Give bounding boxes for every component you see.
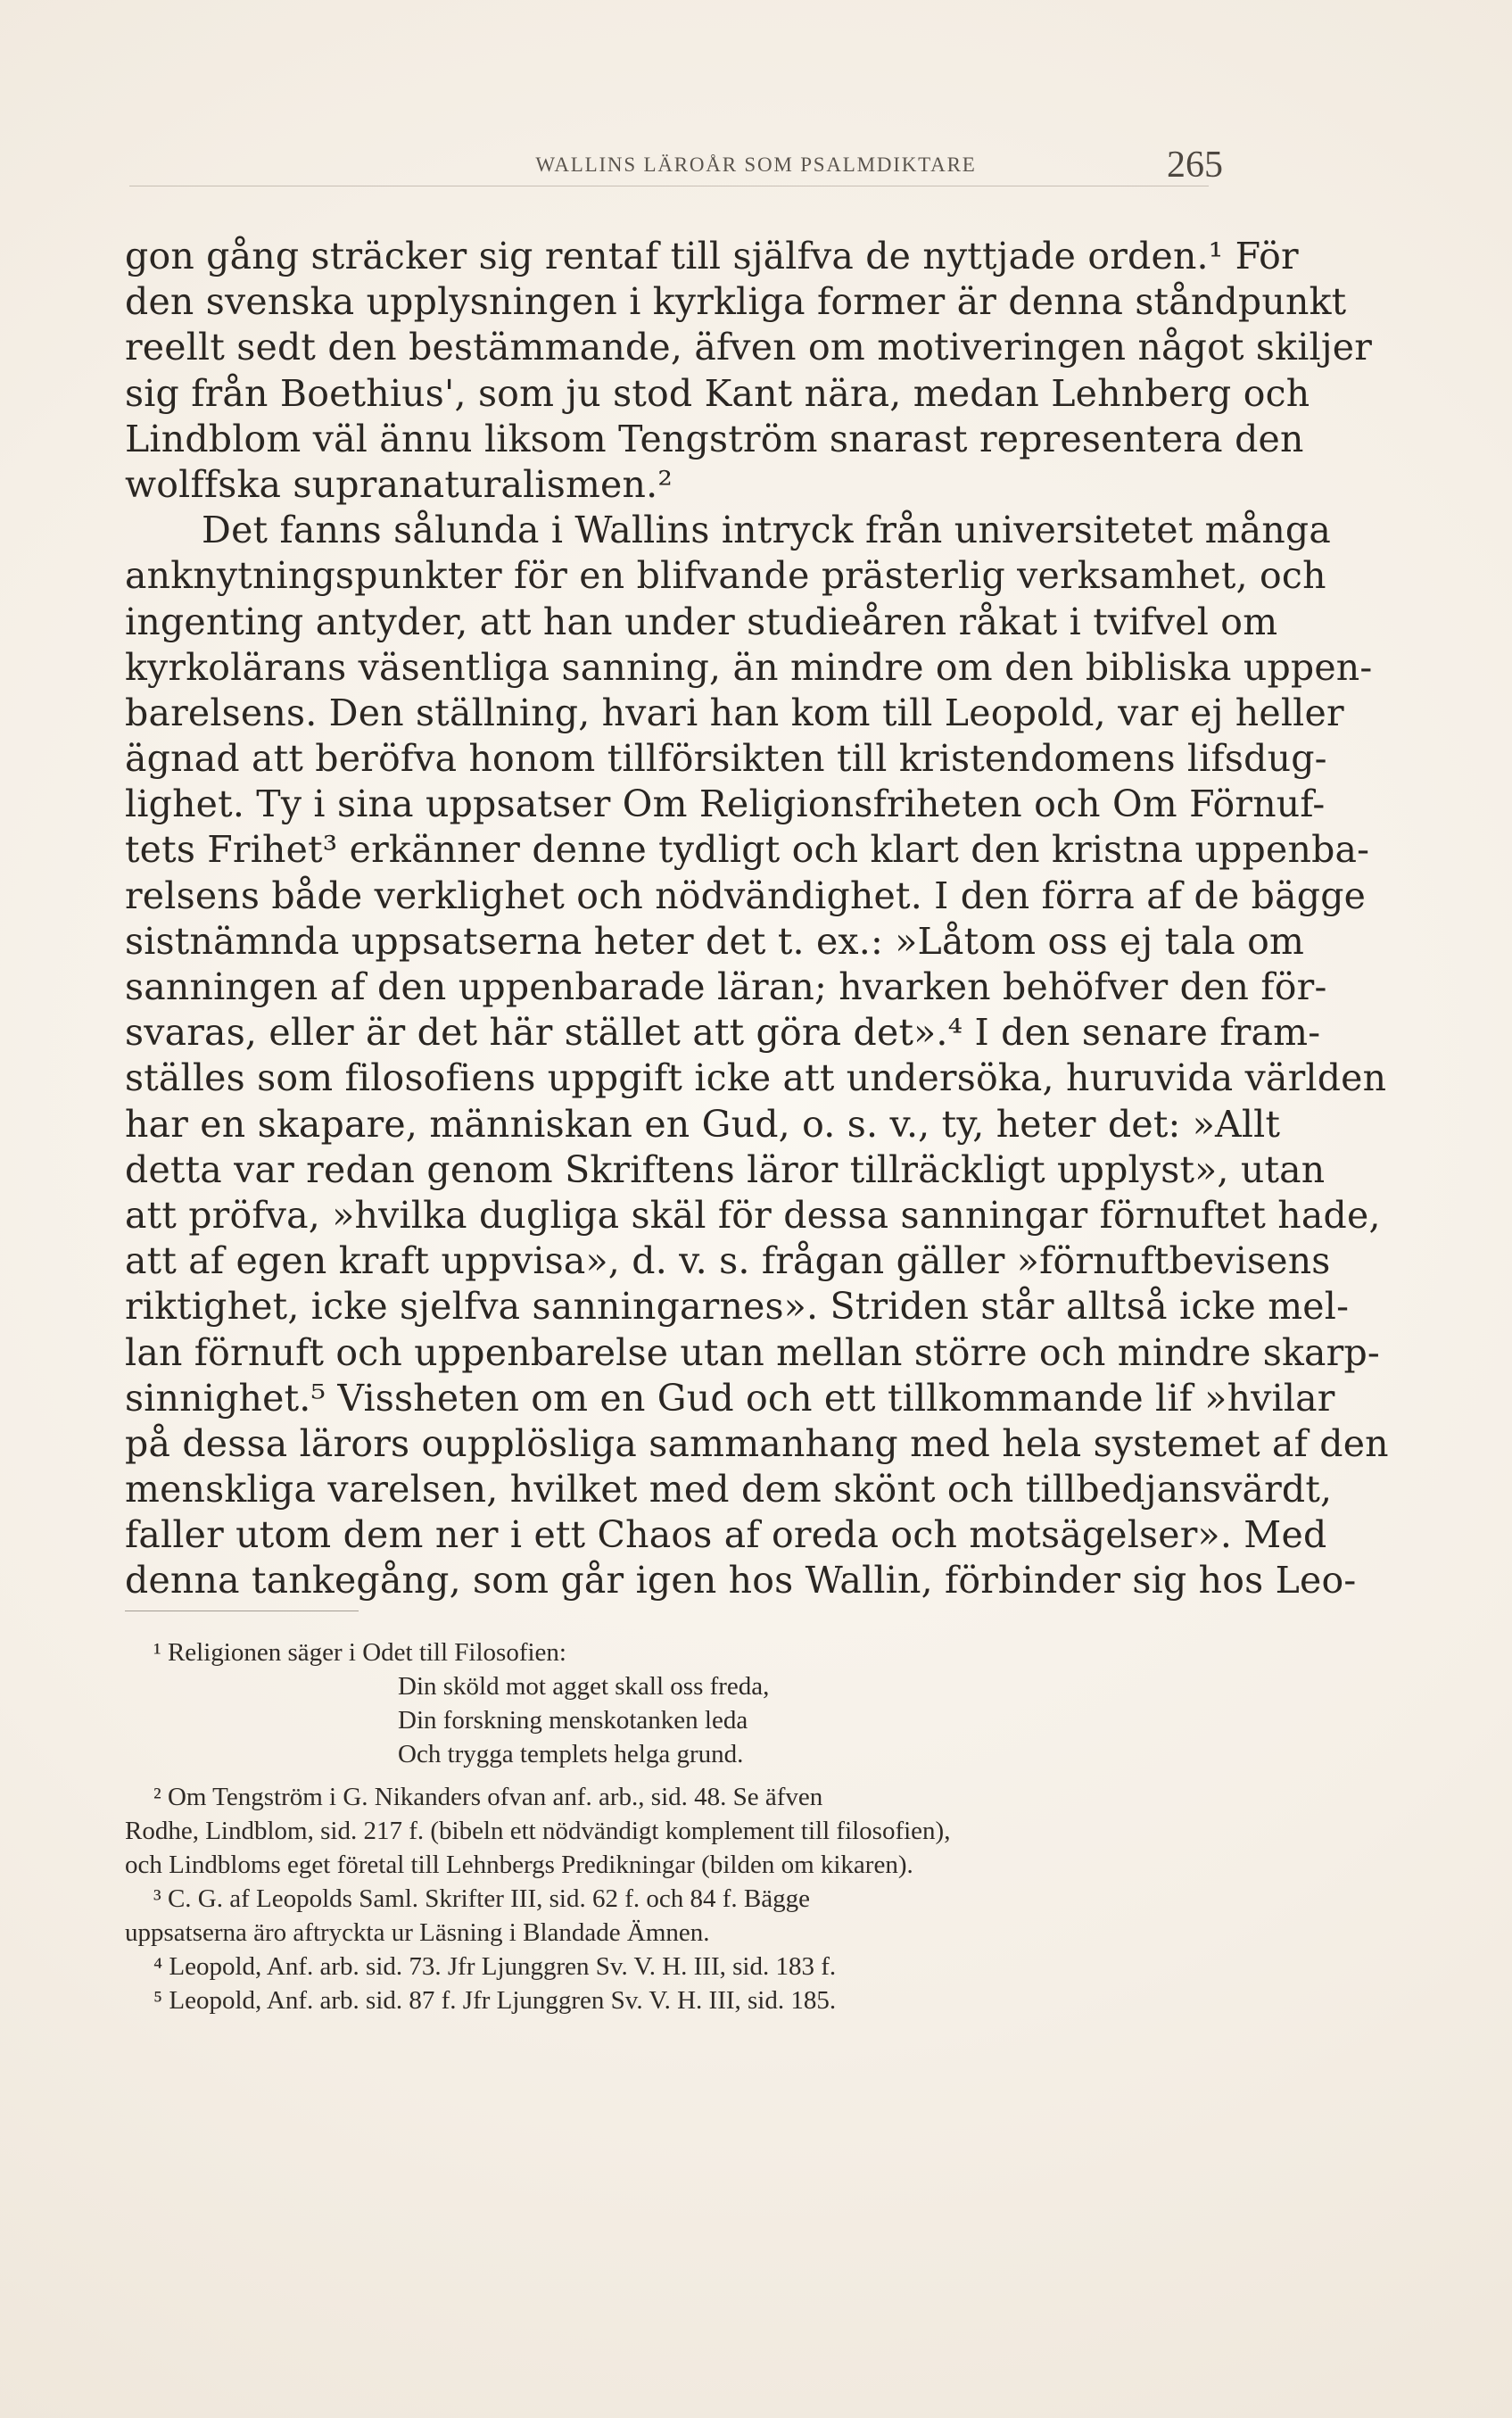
body-line: sanningen af den uppenbarade läran; hvarken behöfver den för-: [125, 965, 1327, 1008]
footnote-poem-line: Och trygga templets helga grund.: [398, 1740, 744, 1768]
footnote-line: Rodhe, Lindblom, sid. 217 f. (bibeln ett nödvändigt komplement till filosofien),: [125, 1817, 951, 1845]
body-line: barelsens. Den ställning, hvari han kom till Leopold, var ej heller: [125, 691, 1344, 734]
body-line: på dessa lärors oupplösliga sammanhang med hela systemet af den: [125, 1421, 1389, 1465]
body-line: ställes som filosofiens uppgift icke att undersöka, huruvida världen: [125, 1056, 1387, 1100]
footnotes: [125, 1635, 1218, 2017]
body-line: har en skapare, människan en Gud, o. s. v., ty, heter det: »Allt: [125, 1102, 1281, 1146]
body-line: reellt sedt den bestämmande, äfven om motiveringen något skiljer: [125, 326, 1373, 369]
footnote-line: ¹ Religionen säger i Odet till Filosofien:: [153, 1638, 566, 1667]
body-line: ingenting antyder, att han under studieåren råkat i tvifvel om: [125, 600, 1278, 643]
page-header: [0, 0, 1512, 205]
body-line: Lindblom väl ännu liksom Tengström snarast representera den: [125, 417, 1304, 460]
footnote-line: ² Om Tengström i G. Nikanders ofvan anf. arb., sid. 48. Se äfven: [153, 1783, 823, 1811]
footnote-line: uppsatserna äro aftryckta ur Läsning i Blandade Ämnen.: [125, 1918, 710, 1947]
footnote-line: ⁵ Leopold, Anf. arb. sid. 87 f. Jfr Ljunggren Sv. V. H. III, sid. 185.: [153, 1986, 837, 2015]
footnote-line: ⁴ Leopold, Anf. arb. sid. 73. Jfr Ljunggren Sv. V. H. III, sid. 183 f.: [153, 1952, 837, 1981]
body-line: detta var redan genom Skriftens läror tillräckligt upplyst», utan: [125, 1147, 1326, 1191]
footnote-line: ³ C. G. af Leopolds Saml. Skrifter III, sid. 62 f. och 84 f. Bägge: [153, 1884, 810, 1913]
body-line: tets Frihet³ erkänner denne tydligt och klart den kristna uppenba-: [125, 828, 1370, 872]
footnote-poem-line: Din forskning menskotanken leda: [398, 1706, 748, 1735]
body-line: den svenska upplysningen i kyrkliga former är denna ståndpunkt: [125, 280, 1347, 324]
body-line: riktighet, icke sjelfva sanningarnes». Striden står alltså icke mel-: [125, 1285, 1350, 1329]
body-line: lighet. Ty i sina uppsatser Om Religionsfriheten och Om Förnuf-: [125, 783, 1326, 826]
running-head: WALLINS LÄROÅR SOM PSALMDIKTARE: [535, 153, 977, 176]
footnote-poem-line: Din sköld mot agget skall oss freda,: [398, 1672, 770, 1701]
footnote-gap: [125, 1771, 1218, 1780]
main-text: [125, 234, 1389, 1604]
body-line: faller utom dem ner i ett Chaos af oreda och motsägelser». Med: [125, 1513, 1327, 1557]
body-line: kyrkolärans väsentliga sanning, än mindre om den bibliska uppen-: [125, 645, 1373, 689]
body-line: anknytningspunkter för en blifvande prästerlig verksamhet, och: [125, 554, 1326, 598]
footnote-line: och Lindbloms eget företal till Lehnbergs Predikningar (bilden om kikaren).: [125, 1851, 913, 1879]
body-line: menskliga varelsen, hvilket med dem skönt och tillbedjansvärdt,: [125, 1468, 1333, 1511]
page-number: 265: [1167, 145, 1223, 186]
body-line: denna tankegång, som går igen hos Wallin, förbinder sig hos Leo-: [125, 1559, 1357, 1602]
body-line: sig från Boethius', som ju stod Kant nära, medan Lehnberg och: [125, 371, 1310, 415]
body-line: wolffska supranaturalismen.²: [125, 462, 673, 506]
body-line: ägnad att beröfva honom tillförsikten till kristendomens lifsdug-: [125, 737, 1327, 781]
body-line: svaras, eller är det här stället att göra det».⁴ I den senare fram-: [125, 1011, 1321, 1055]
body-line: att af egen kraft uppvisa», d. v. s. frågan gäller »förnuftbevisens: [125, 1239, 1331, 1283]
body-line: att pröfva, »hvilka dugliga skäl för dessa sanningar förnuftet hade,: [125, 1193, 1381, 1237]
body-line: gon gång sträcker sig rentaf till själfva de nyttjade orden.¹ För: [125, 235, 1299, 277]
body-line: relsens både verklighet och nödvändighet. I den förra af de bägge: [125, 874, 1367, 917]
body-line: sistnämnda uppsatserna heter det t. ex.: »Låtom oss ej tala om: [125, 919, 1305, 963]
body-line: Det fanns sålunda i Wallins intryck från universitetet många: [202, 509, 1332, 552]
body-line: sinnighet.⁵ Vissheten om en Gud och ett tillkommande lif »hvilar: [125, 1376, 1335, 1420]
body-line: lan förnuft och uppenbarelse utan mellan större och mindre skarp-: [125, 1330, 1380, 1374]
